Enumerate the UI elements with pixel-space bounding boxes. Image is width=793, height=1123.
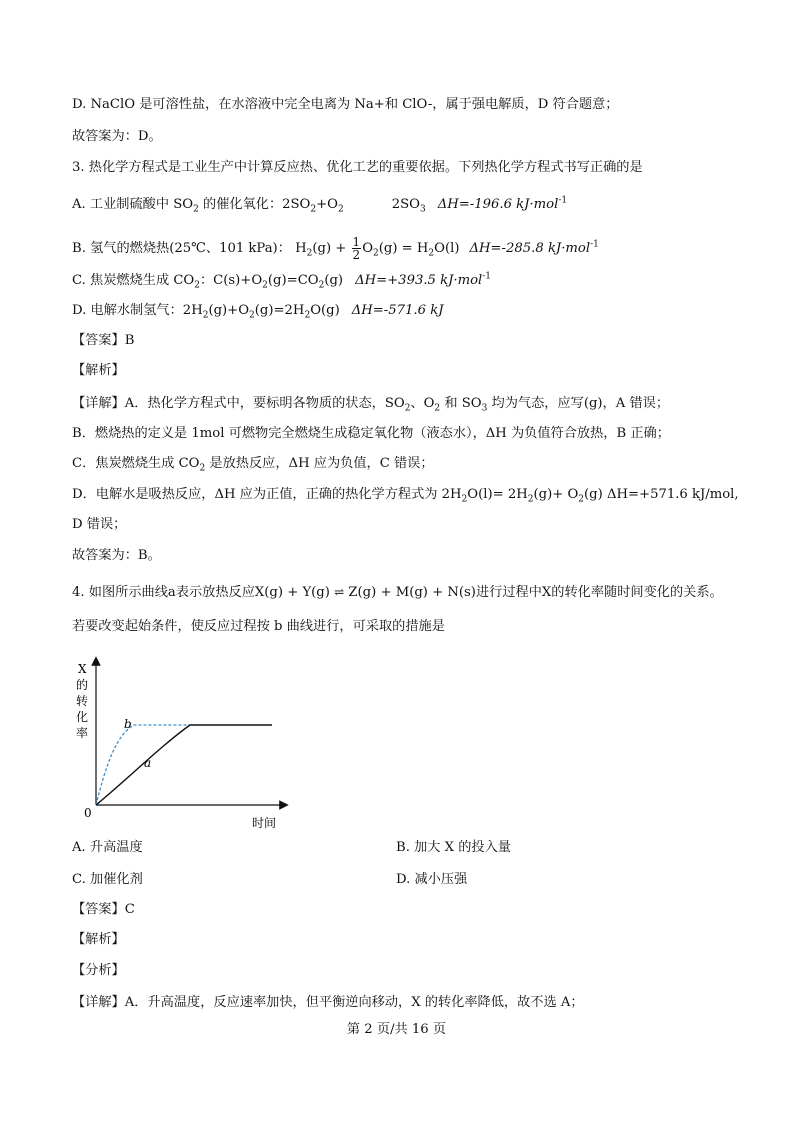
y-axis-label-char: 化 [76,710,89,724]
curve-b-label: b [124,717,132,731]
x-axis-label: 时间 [252,816,277,830]
q4-analysis-heading: 【解析】 [72,932,125,947]
curve-a [96,725,272,805]
page-footer: 第 2 页/共 16 页 [346,1022,447,1037]
y-axis-label-char: 率 [76,726,89,740]
q3-final-answer: 故答案为：B。 [72,548,161,563]
q3-detail-a: 【详解】A．热化学方程式中，要标明各物质的状态，$SO_2$、$O_2$ 和 $SO_3$ 均为气态，应写(g)，A 错误； [72,396,670,414]
y-axis-label-char: 的 [76,678,89,692]
text-line [72,96,618,114]
q2-option-d-conclusion: D. NaClO 是可溶性盐，在水溶液中完全电离为 Na+和 ClO-，属于强电解质，D 符合题意； [72,97,619,112]
q3-option-b: B. 氢气的燃烧热(25℃、101 kPa)： $H_2(g)$ + $\frac{1}{2}$ $O_2(g) = H_2O(l)$ ΔH=-285.8 kJ·mol$^{-1}$ [72,235,599,262]
text-line [72,128,162,146]
q3-answer: 【答案】B [72,333,135,348]
curve-a-label: a [144,756,152,770]
q3-option-c: C. 焦炭燃烧生成 $CO_2$：$C(s)+O_2(g)=CO_2(g)$ ΔH=+393.5 kJ·mol$^{-1}$ [72,271,492,291]
q4-analysis-sub: 【分析】 [72,963,125,978]
equilibrium-arrows-icon: ⇌ [334,585,345,599]
q4-answer: 【答案】C [72,902,135,917]
q3-option-a: A. 工业制硫酸中 $SO_2$ 的催化氧化：$2SO_2+O_2$ $2SO_3$ ΔH=-196.6 kJ·mol$^{-1}$ [72,195,568,215]
q3-detail-d-cont: D 错误； [72,517,127,532]
origin-label: 0 [84,806,92,820]
q3-detail-d: D．电解水是吸热反应，ΔH 应为正值，正确的热化学方程式为 $2H_2O(l)= 2H_2(g)+ O_2(g)$ ΔH=+571.6 kJ/mol, [72,487,739,505]
q3-option-d: D. 电解水制氢气：$2H_2(g)+O_2(g)=2H_2O(g)$ ΔH=-571.6 kJ [72,303,444,321]
y-axis-label-char: X [78,662,87,676]
q4-option-a: A. 升高温度 [72,840,143,855]
q3-detail-c: C．焦炭燃烧生成 $CO_2$ 是放热反应，ΔH 应为负值，C 错误； [72,456,434,474]
q4-stem: 4. 如图所示曲线a表示放热反应X(g) + Y(g) ⇌ Z(g) + M(g) + N(s)进行过程中X的转化率随时间变化的关系。 [72,585,723,600]
q3-analysis-heading: 【解析】 [72,363,125,378]
one-half-fraction: $\frac{1}{2}$ [352,235,361,262]
q4-option-c: C. 加催化剂 [72,872,143,887]
q4-detail-a: 【详解】A．升高温度，反应速率加快，但平衡逆向移动，X 的转化率降低，故不选 A； [72,995,584,1010]
q3-detail-b: B．燃烧热的定义是 1mol 可燃物完全燃烧生成稳定氧化物（液态水），ΔH 为负值符合放热，B 正确； [72,426,670,441]
q4-stem-cont: 若要改变起始条件，使反应过程按 b 曲线进行，可采取的措施是 [72,619,445,634]
q3-stem: 3. 热化学方程式是工业生产中计算反应热、优化工艺的重要依据。下列热化学方程式书写正确的是 [72,160,643,175]
q2-final-answer: 故答案为：D。 [72,129,162,144]
q4-option-d: D. 减小压强 [396,872,468,887]
y-axis-label-char: 转 [76,694,89,708]
conversion-time-graph [72,655,292,835]
q4-option-b: B. 加大 X 的投入量 [396,840,511,855]
